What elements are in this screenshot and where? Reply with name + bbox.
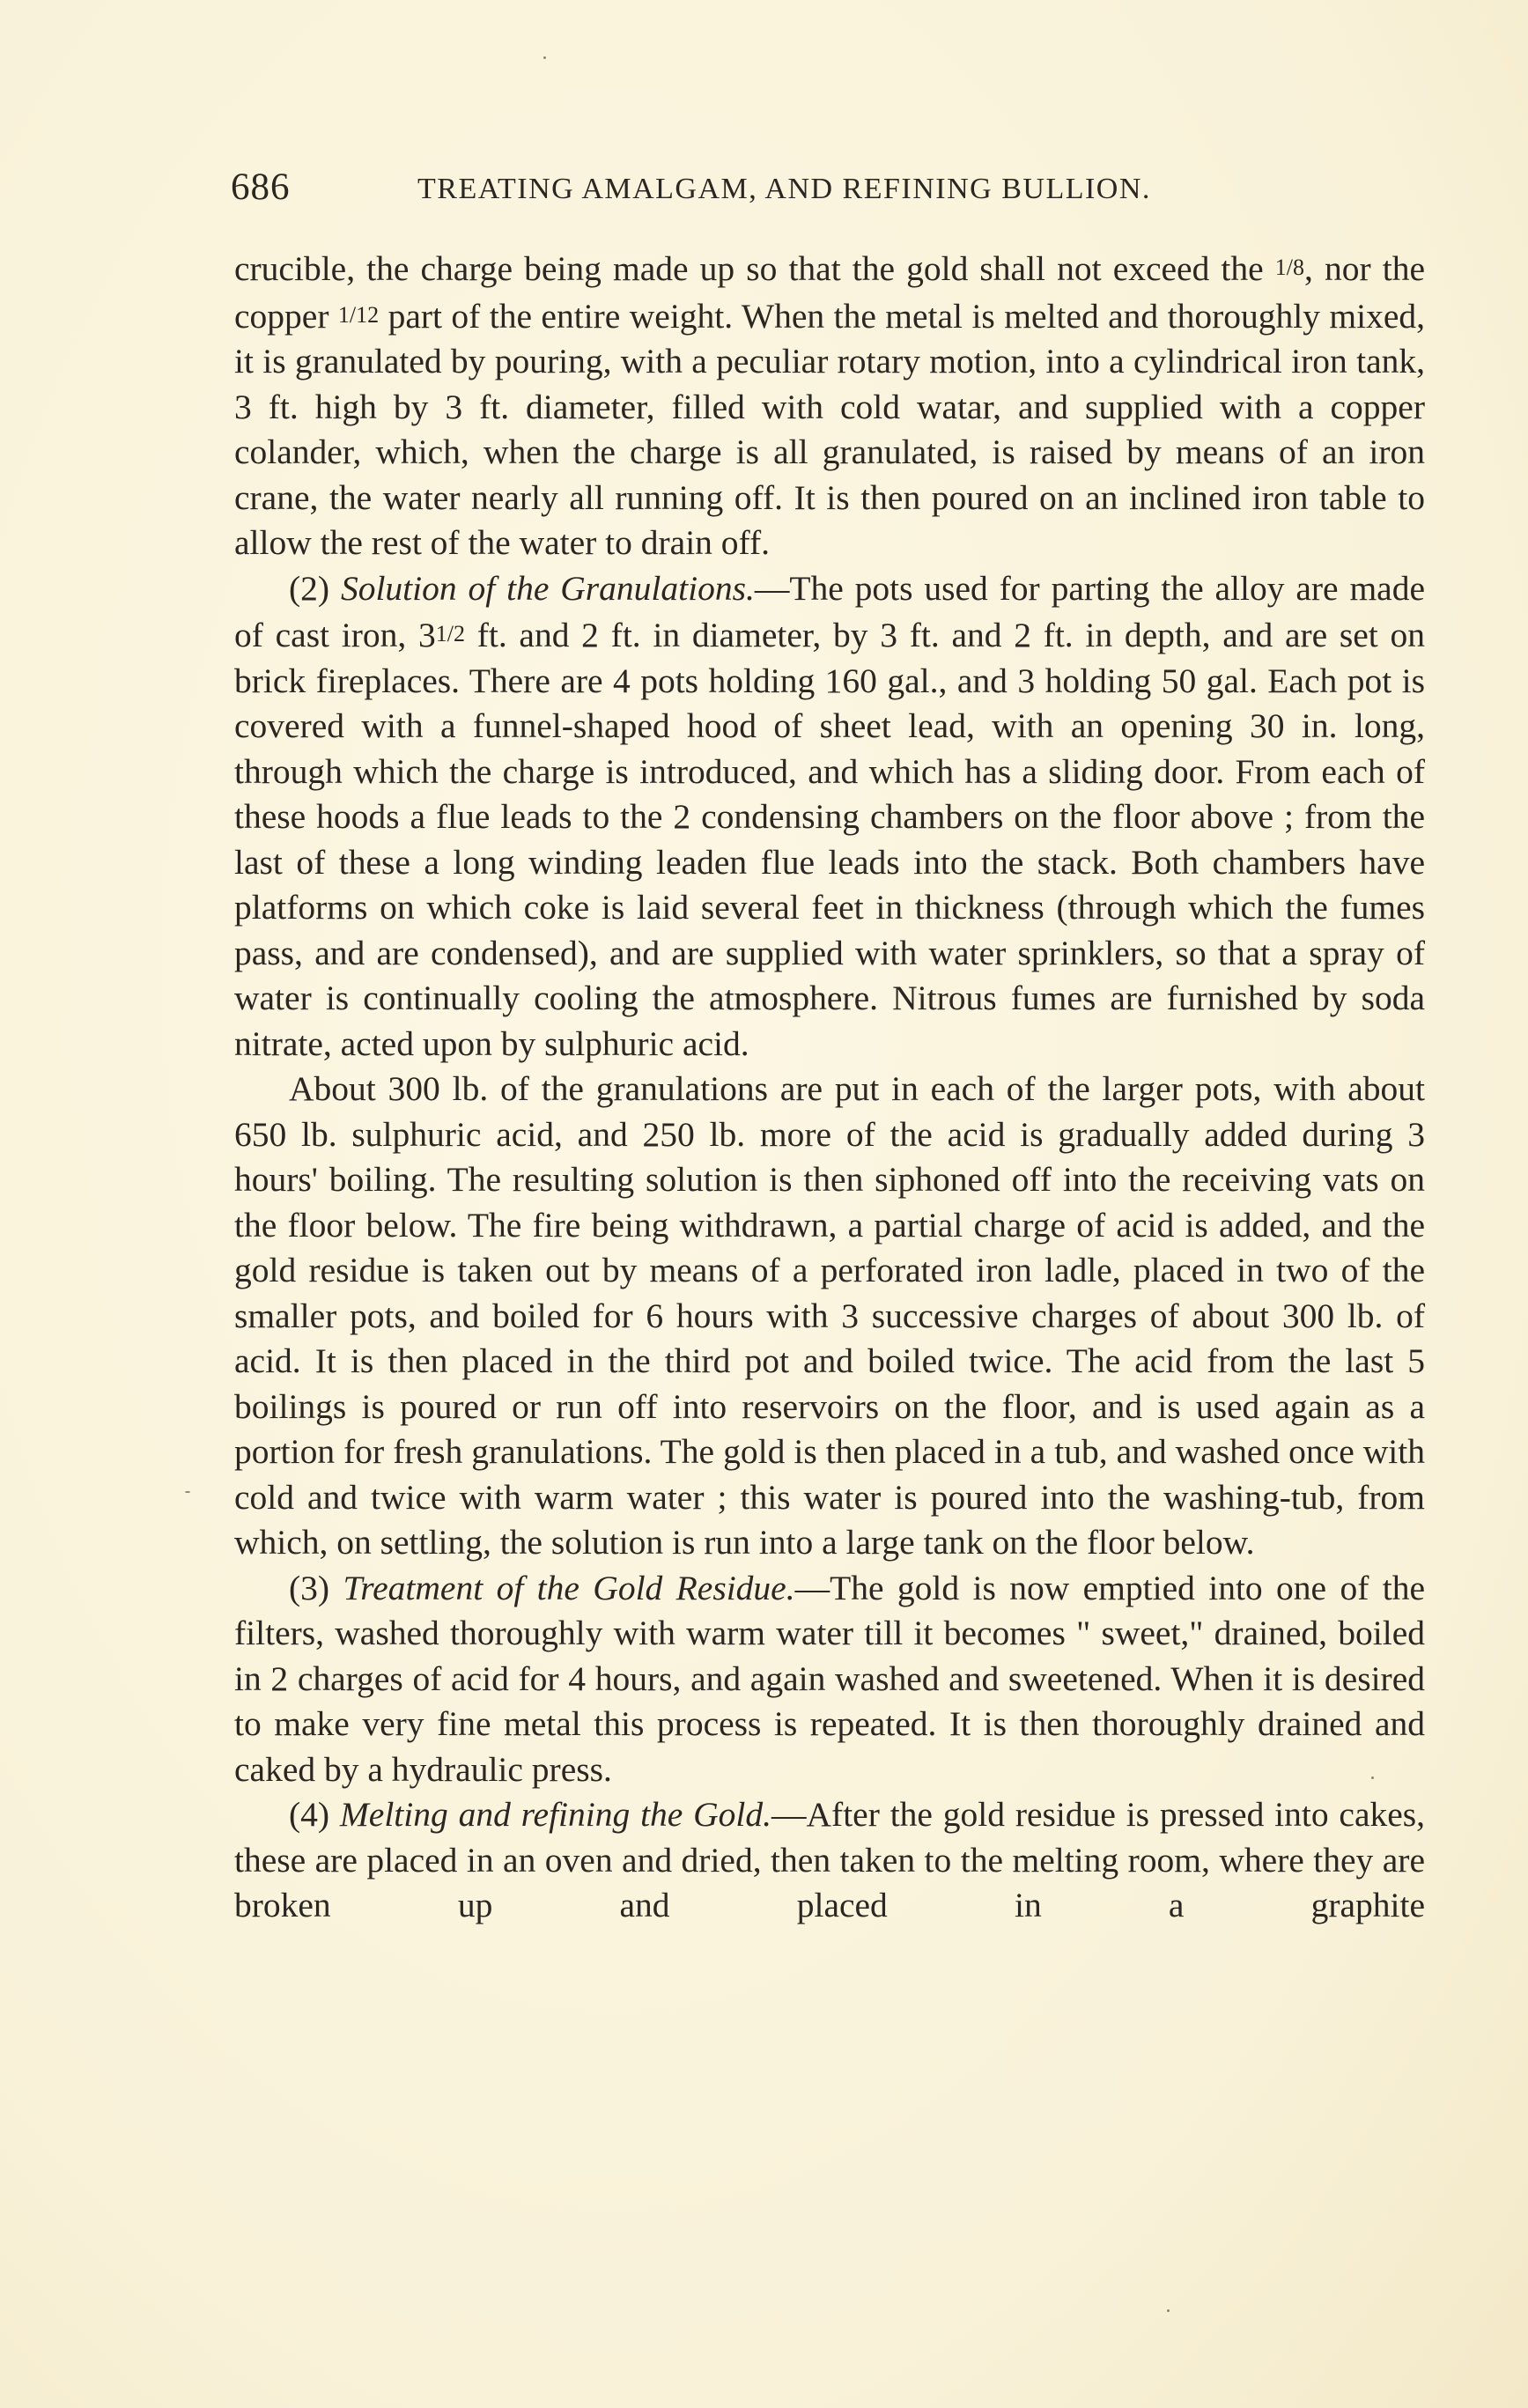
paragraph-4-text: —The gold is now emptied into one of the filters, washed thoroughly with warm water till it becomes " sweet," drained, boiled in 2 charges of acid for 4 hours, and again washed and sweetened. When it is desired to make very fine metal this process is repeated. It is then thoroughly drained and caked by a hydraulic press.: [234, 1568, 1425, 1789]
paragraph-5: [234, 1792, 1425, 1929]
paper-speck: [185, 1491, 190, 1493]
paragraph-1: [234, 245, 1425, 566]
section-heading-solution: Solution of the Granulations.: [340, 568, 755, 608]
section-heading-treatment: Treatment of the Gold Residue.: [343, 1568, 795, 1607]
section-number-2: (2): [289, 568, 330, 608]
paragraph-3: [234, 1067, 1425, 1566]
fraction-one-eighth: 1/8: [1274, 255, 1305, 280]
paragraph-2-text-a: —The pots used for parting the alloy are made of cast iron, 3: [234, 568, 1425, 654]
paragraph-2: [234, 566, 1425, 1067]
fraction-one-twelfth: 1/12: [337, 301, 380, 328]
paragraph-5-text: —After the gold residue is pressed into cakes, these are placed in an oven and dried, then taken to the melting room, where they are broken up and placed in a graphite: [234, 1795, 1426, 1924]
paragraph-1-text-b: , nor the copper: [234, 249, 1425, 336]
paragraph-3-text: About 300 lb. of the granulations are put in each of the larger pots, with about 650 lb. sulphuric acid, and 250 lb. more of the acid is gradually added during 3 hours' boiling. The resulting solution is then siphoned off into the receiving vats on the floor below. The fire being withdrawn, a partial charge of acid is added, and the gold residue is taken out by means of a perforated iron ladle, placed in two of the smaller pots, and boiled for 6 hours with 3 successive charges of about 300 lb. of acid. It is then placed in the third pot and boiled twice. The acid from the last 5 boilings is poured or run off into reservoirs on the floor, and is used again as a portion for fresh granulations. The gold is then placed in a tub, and washed once with cold and twice with warm water ; this water is poured into the washing-tub, from which, on settling, the solution is run into a large tank on the floor below.: [234, 1069, 1425, 1562]
page-header: [231, 166, 1244, 215]
paragraph-2-text-b: ft. and 2 ft. in diameter, by 3 ft. and 2 ft. in depth, and are set on brick fireplaces. There are 4 pots holding 160 gal., and 3 holding 50 gal. Each pot is covered with a funnel-shaped hood of sheet lead, with an opening 30 in. long, through which the charge is introduced, and which has a sliding door. From each of these hoods a flue leads to the 2 condensing chambers on the floor above ; from the last of these a long winding leaden flue leads into the stack. Both chambers have platforms on which coke is laid several feet in thickness (through which the fumes pass, and are condensed), and are supplied with water sprinklers, so that a spray of water is continually cooling the atmosphere. Nitrous fumes are furnished by soda nitrate, acted upon by sulphuric acid.: [234, 616, 1425, 1063]
paragraph-1-text-a: crucible, the charge being made up so that the gold shall not exceed the: [234, 249, 1275, 288]
paragraph-4: [234, 1566, 1425, 1793]
running-title: TREATING AMALGAM, AND REFINING BULLION.: [417, 173, 1151, 205]
section-number-3: (3): [289, 1568, 330, 1607]
paragraph-1-text-c: part of the entire weight. When the metal is melted and thoroughly mixed, it is granulated by pouring, with a peculiar rotary motion, into a cylindrical iron tank, 3 ft. high by 3 ft. diameter, filled with cold watar, and supplied with a copper colander, which, when the charge is all granulated, is raised by means of an iron crane, the water nearly all running off. It is then poured on an inclined iron table to allow the rest of the water to drain off.: [234, 296, 1425, 562]
fraction-one-half: 1/2: [435, 621, 465, 646]
page-number: 686: [231, 166, 291, 208]
section-heading-melting: Melting and refining the Gold.: [339, 1795, 772, 1834]
section-number-4: (4): [289, 1795, 330, 1834]
paper-speck: [1167, 2309, 1170, 2312]
paper-speck: [543, 56, 546, 59]
body-text: [234, 245, 1425, 1929]
paper-speck: [1371, 1776, 1374, 1779]
